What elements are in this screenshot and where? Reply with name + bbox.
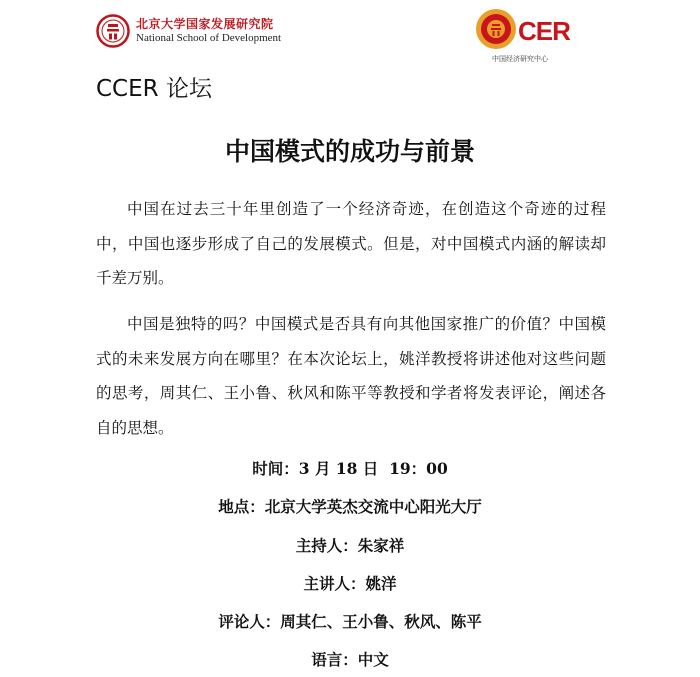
event-speaker xyxy=(0,572,700,594)
paragraph-questions: 中国是独特的吗？中国模式是否具有向其他国家推广的价值？中国模式的未来发展方向在哪里？在本次论坛上，姚洋教授将讲述他对这些问题的思考，周其仁、王小鲁、秋风和陈平等教授和学者将发表评论，阐述各自的思想。 xyxy=(96,315,606,437)
event-time xyxy=(0,457,700,479)
host-label: 主持人： xyxy=(295,536,358,555)
pku-nsd-logo xyxy=(96,14,281,48)
forum-label: CCER 论坛 xyxy=(96,76,212,102)
language-label: 语言： xyxy=(311,650,358,669)
event-place xyxy=(0,495,700,517)
pku-name-en: National School of Development xyxy=(136,32,282,44)
pku-seal-icon xyxy=(96,14,130,48)
event-language xyxy=(0,648,700,670)
place-label: 地点： xyxy=(218,497,265,516)
pku-name-cn: 北京大学国家发展研究院 xyxy=(136,17,274,31)
paragraph-intro: 中国在过去三十年里创造了一个经济奇迹，在创造这个奇迹的过程中，中国也逐步形成了自己的发展模式。但是，对中国模式内涵的解读却千差万别。 xyxy=(96,200,606,287)
event-host xyxy=(0,534,700,556)
ccer-emblem-icon xyxy=(474,4,574,54)
speaker-value: 姚洋 xyxy=(365,574,397,593)
ccer-logo xyxy=(474,4,574,68)
place-value: 北京大学英杰交流中心阳光大厅 xyxy=(264,497,482,516)
event-commentators xyxy=(0,610,700,632)
language-value: 中文 xyxy=(357,650,389,669)
ccer-name-cn: 中国经济研究中心 xyxy=(492,55,548,63)
time-value: 3 月 18 日 19：00 xyxy=(298,459,448,478)
commentators-label: 评论人： xyxy=(218,612,281,631)
page-title: 中国模式的成功与前景 xyxy=(224,137,475,166)
host-value: 朱家祥 xyxy=(357,536,405,555)
speaker-label: 主讲人： xyxy=(303,574,366,593)
commentators-value: 周其仁、王小鲁、秋风、陈平 xyxy=(280,612,482,631)
time-label: 时间： xyxy=(252,459,299,478)
svg-text:CER: CER xyxy=(518,16,570,46)
